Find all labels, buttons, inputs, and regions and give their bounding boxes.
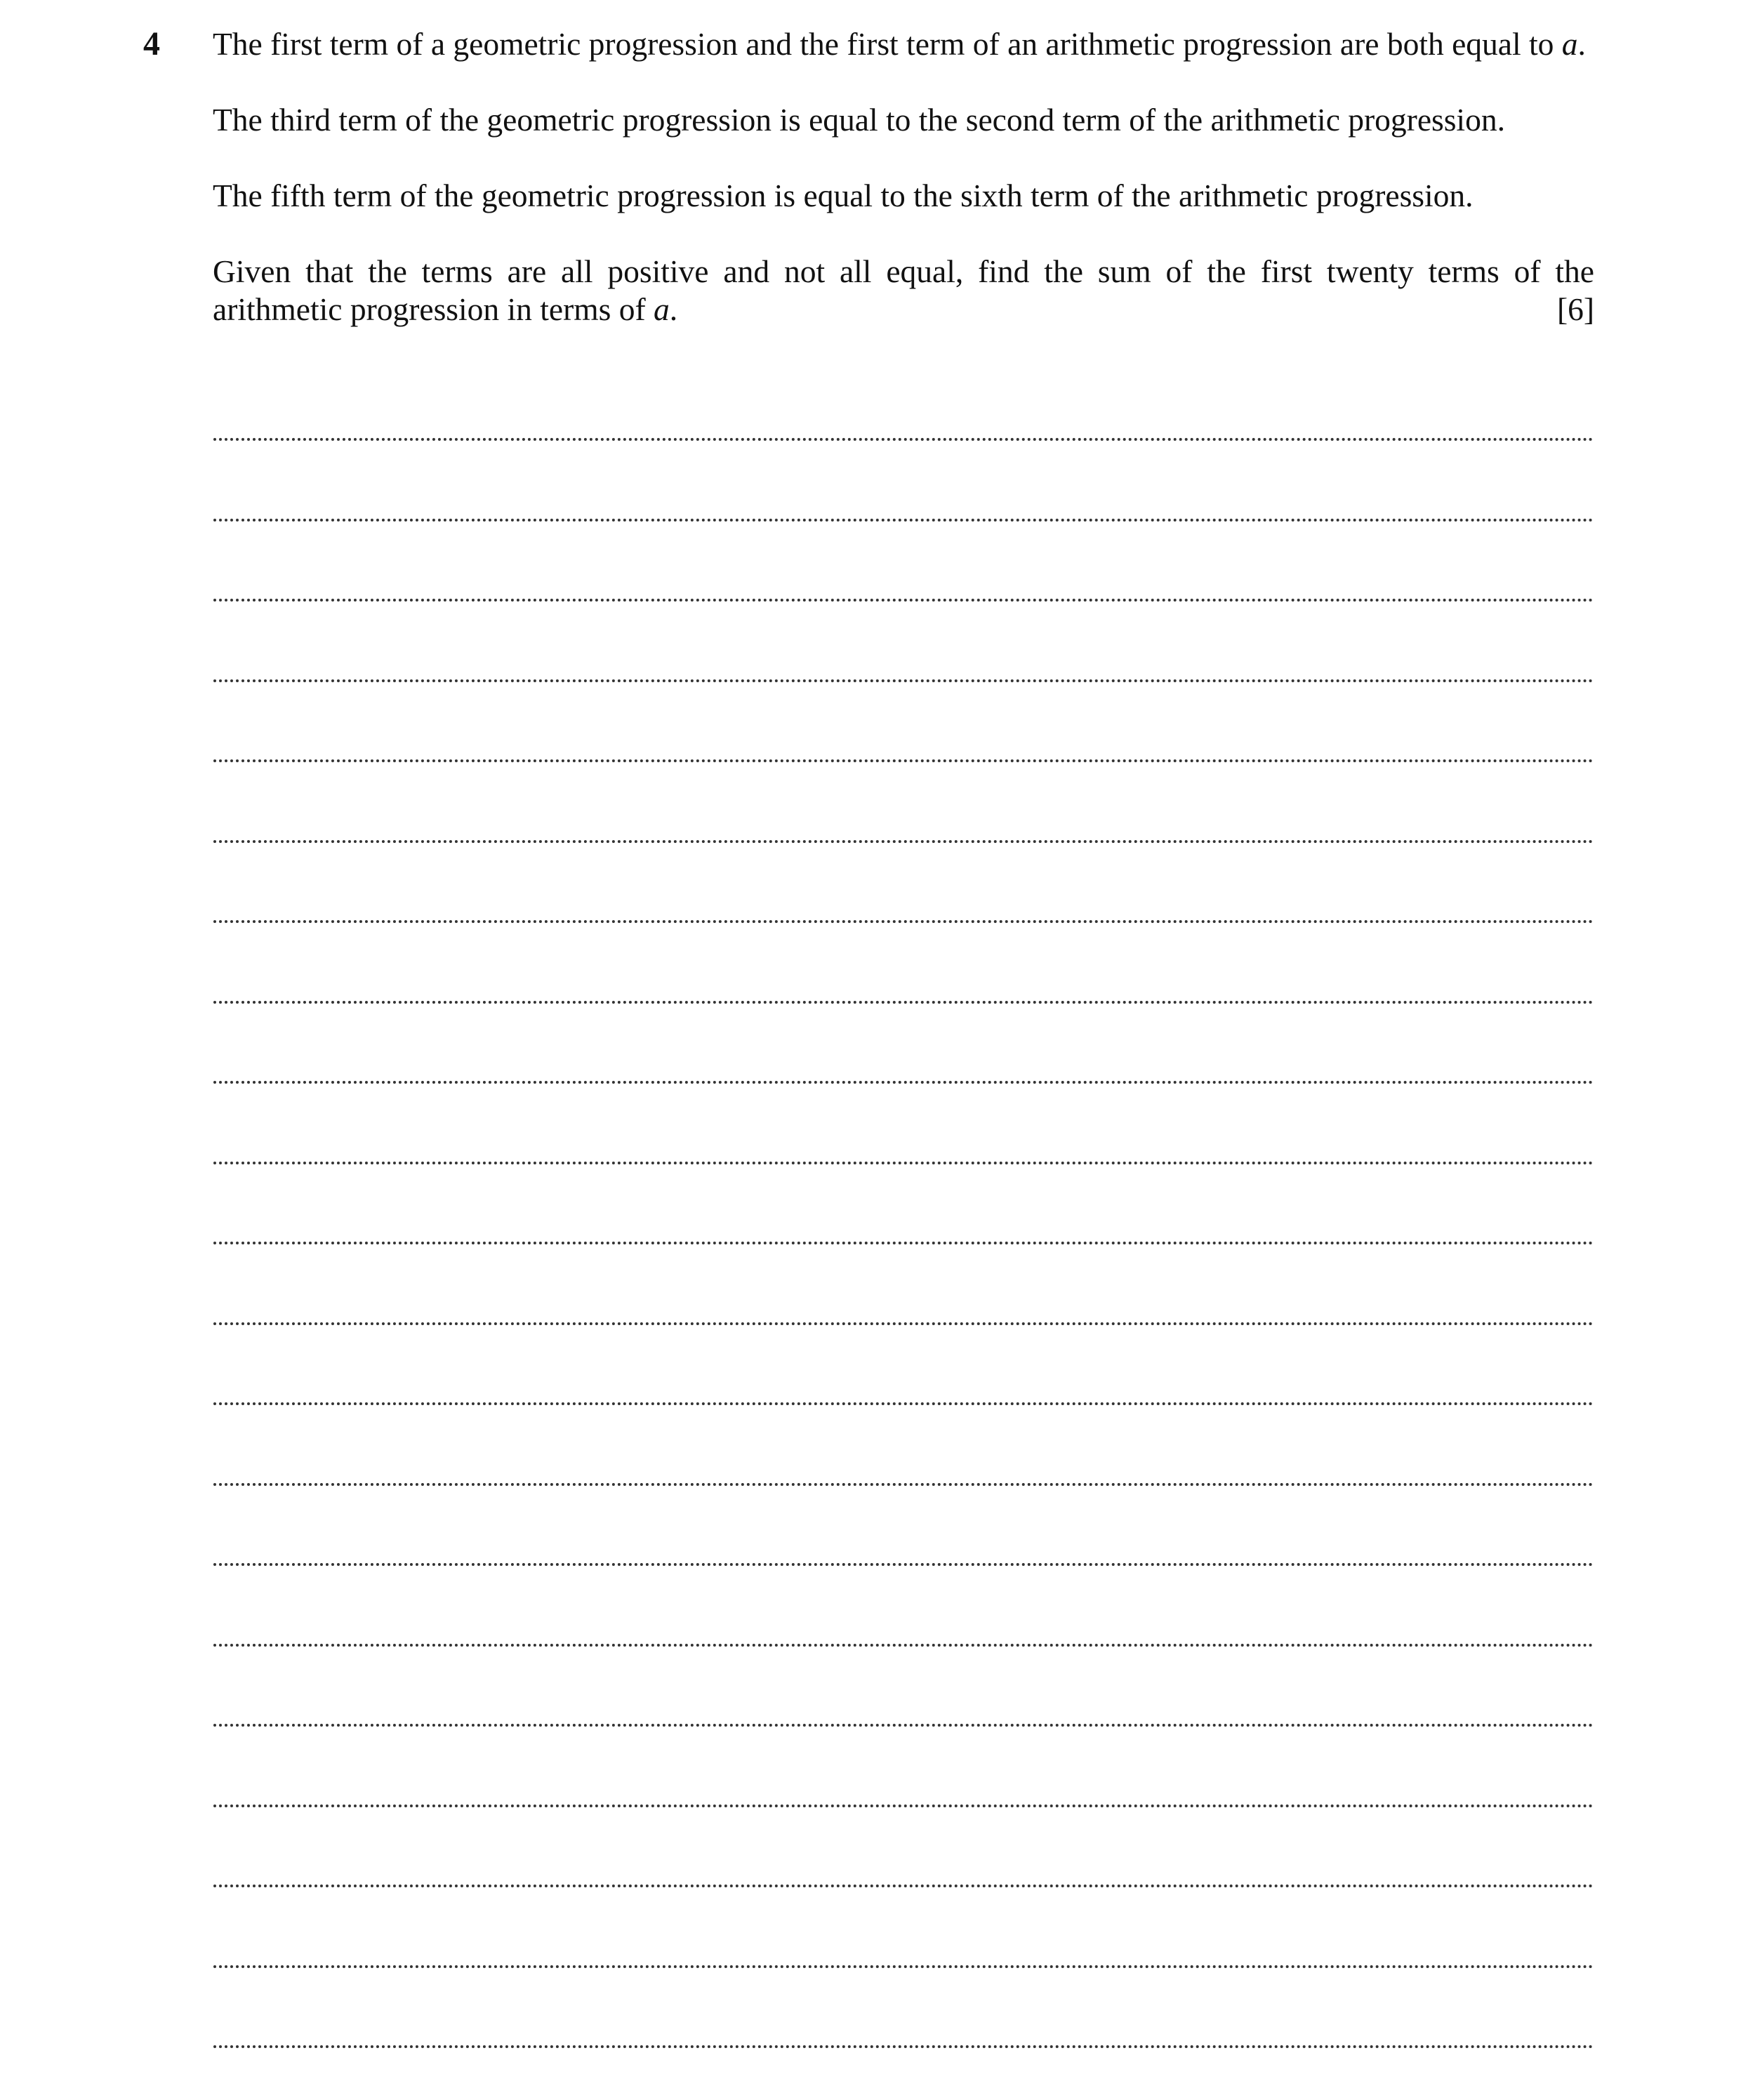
answer-line[interactable] [213,1081,1594,1084]
answer-line[interactable] [213,599,1594,602]
answer-line[interactable] [213,1644,1594,1647]
answer-line[interactable] [213,759,1594,762]
answer-line[interactable] [213,1162,1594,1164]
answer-line[interactable] [213,920,1594,923]
paragraph-1-text: The first term of a geometric progression and the first term of an arithmetic progression are both equal to [213,26,1562,62]
answer-line[interactable] [213,1563,1594,1566]
answer-line[interactable] [213,1242,1594,1244]
question-number: 4 [143,25,160,62]
paragraph-1-period: . [1577,26,1586,62]
paragraph-4-line-2-lead: arithmetic progression in terms of [213,291,654,327]
question-paragraph-1 [213,25,1594,63]
answer-line[interactable] [213,1402,1594,1405]
variable-a: a [1561,26,1578,62]
question-paragraph-4 [213,253,1594,328]
answer-line[interactable] [213,1805,1594,1807]
paragraph-4-line-2-text [213,291,677,328]
marks-label: [6] [1556,291,1594,327]
paragraph-4-line-1-text: Given that the terms are all positive and not all equal, find the sum of the first twenty terms of the [213,253,1594,289]
answer-line[interactable] [213,679,1594,682]
answer-line[interactable] [213,1001,1594,1004]
paragraph-4-period: . [669,291,678,327]
answer-line[interactable] [213,438,1594,441]
variable-a-2: a [654,291,670,327]
paragraph-4-line-2 [213,291,1594,328]
question-text [213,25,1594,328]
answer-line[interactable] [213,840,1594,843]
answer-line[interactable] [213,1322,1594,1325]
answer-line[interactable] [213,1483,1594,1486]
question-paragraph-2: The third term of the geometric progression is equal to the second term of the arithmetic progression. [213,102,1505,138]
answer-line[interactable] [213,1885,1594,1887]
question-paragraph-3: The fifth term of the geometric progression is equal to the sixth term of the arithmetic progression. [213,178,1474,213]
answer-line[interactable] [213,1724,1594,1727]
answer-line[interactable] [213,519,1594,521]
answer-line[interactable] [213,2045,1594,2048]
answer-line[interactable] [213,1965,1594,1968]
paragraph-4-line-1 [213,253,1594,291]
